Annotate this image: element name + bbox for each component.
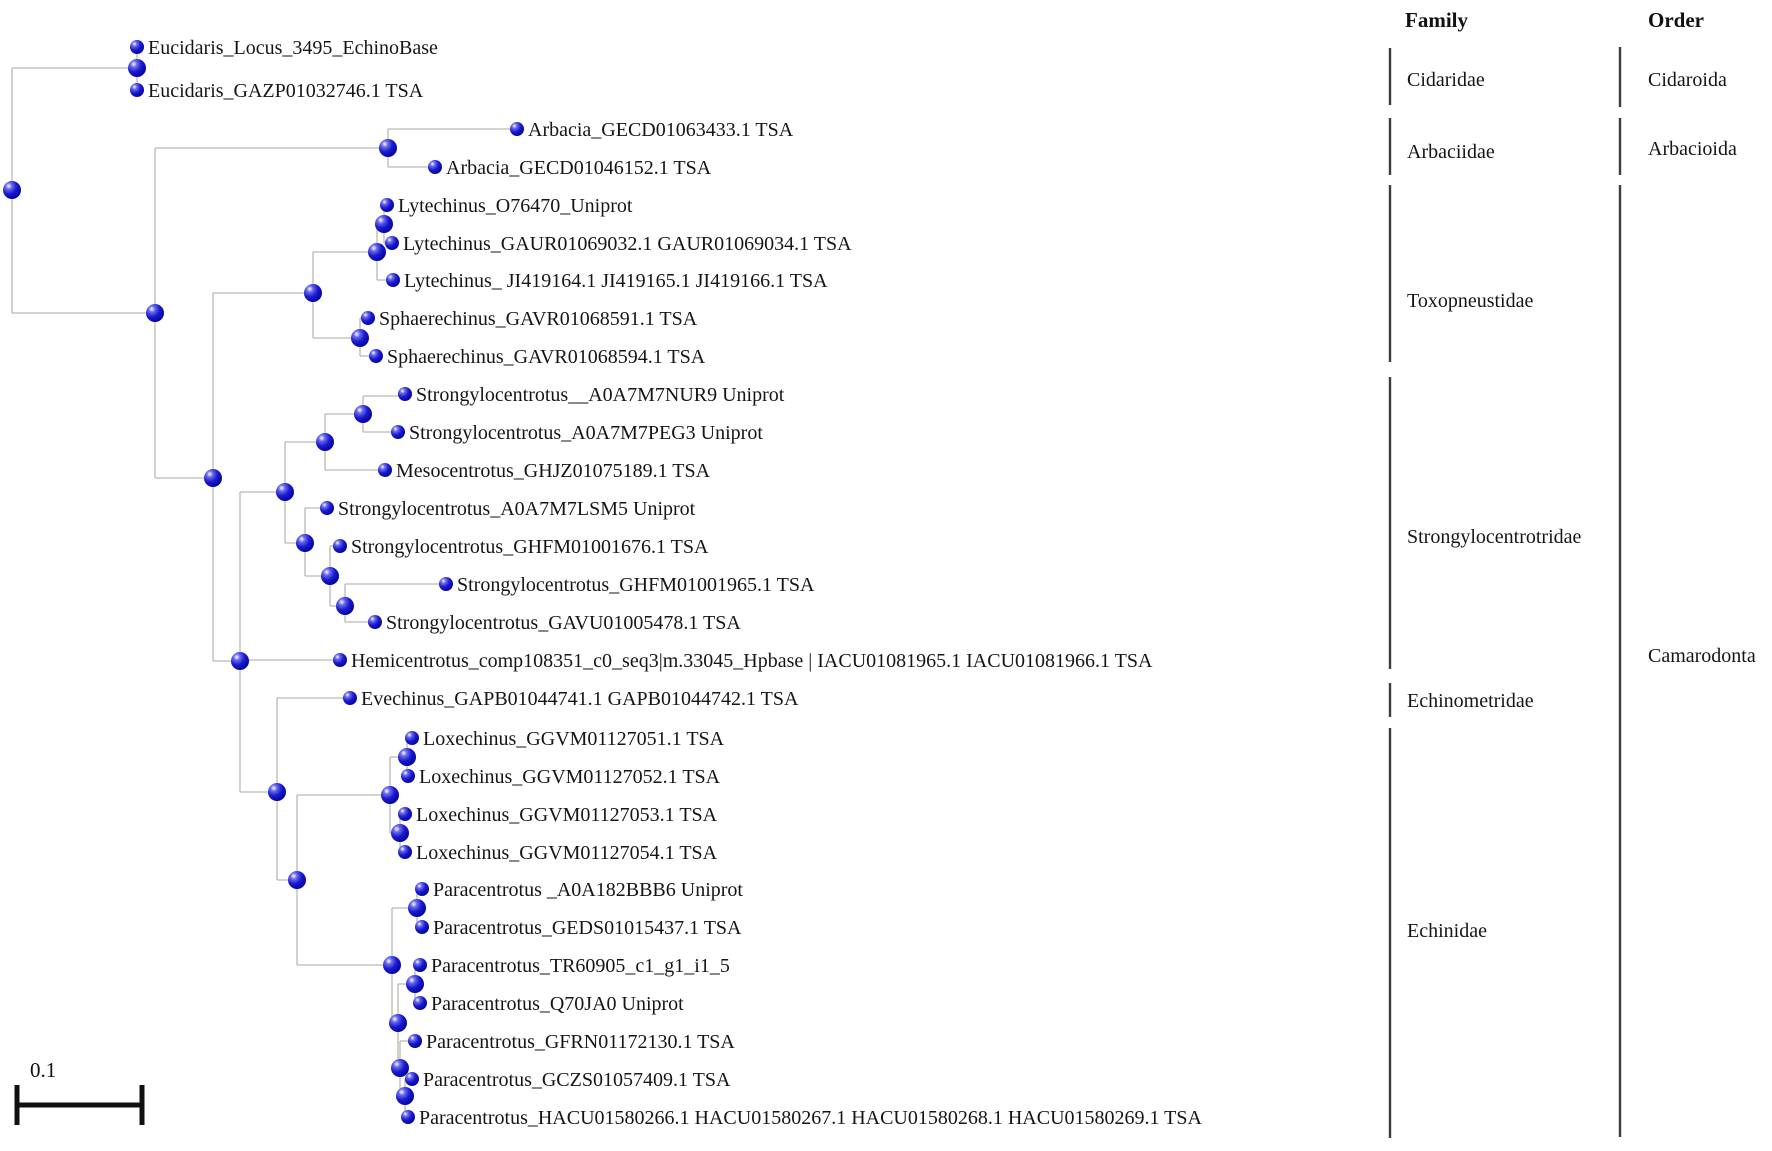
tip-node-ball [401,769,415,783]
tip-label: Strongylocentrotus_A0A7M7LSM5 Uniprot [338,498,696,520]
tip-label: Paracentrotus _A0A182BBB6 Uniprot [433,879,743,901]
tip-label: Lytechinus_O76470_Uniprot [398,195,633,217]
internal-node-ball [381,786,399,804]
internal-node-ball [391,1059,409,1077]
tip-node-ball [130,83,144,97]
tip-node-ball [415,882,429,896]
internal-node-ball [396,1087,414,1105]
internal-node-ball [146,304,164,322]
tip-label: Loxechinus_GGVM01127054.1 TSA [416,842,718,864]
tip-node-ball [415,920,429,934]
tip-node-ball [428,160,442,174]
tip-node-ball [343,691,357,705]
tip-node-ball [391,425,405,439]
internal-node-ball [379,139,397,157]
internal-node-ball [391,824,409,842]
tip-label: Paracentrotus_GCZS01057409.1 TSA [423,1069,731,1091]
family-group-label: Strongylocentrotridae [1407,526,1582,548]
tip-node-ball [333,653,347,667]
tip-node-ball [401,1110,415,1124]
internal-node-ball [204,469,222,487]
tip-node-ball [398,845,412,859]
tip-label: Mesocentrotus_GHJZ01075189.1 TSA [396,460,711,482]
tip-label: Paracentrotus_Q70JA0 Uniprot [431,993,684,1015]
internal-node-ball [336,597,354,615]
internal-node-ball [288,871,306,889]
tip-label: Strongylocentrotus_GHFM01001676.1 TSA [351,536,709,558]
order-column-header: Order [1648,8,1704,32]
tip-label: Paracentrotus_TR60905_c1_g1_i1_5 [431,955,730,977]
tip-node-ball [361,311,375,325]
tip-node-ball [380,198,394,212]
family-group-label: Echinometridae [1407,690,1534,712]
tip-label: Lytechinus_ JI419164.1 JI419165.1 JI419166.1 TSA [404,270,828,292]
internal-node-ball [128,59,146,77]
tip-label: Eucidaris_GAZP01032746.1 TSA [148,80,424,102]
internal-node-ball [406,975,424,993]
internal-node-ball [354,405,372,423]
tip-node-ball [320,501,334,515]
tip-node-ball [413,958,427,972]
family-group-label: Toxopneustidae [1407,290,1534,312]
tip-label: Lytechinus_GAUR01069032.1 GAUR01069034.1 TSA [403,233,852,255]
internal-node-ball [389,1014,407,1032]
tip-node-ball [333,539,347,553]
tip-label: Strongylocentrotus__A0A7M7NUR9 Uniprot [416,384,785,406]
tip-label: Eucidaris_Locus_3495_EchinoBase [148,37,438,59]
tip-node-ball [398,807,412,821]
tip-label: Paracentrotus_GEDS01015437.1 TSA [433,917,742,939]
tip-label: Hemicentrotus_comp108351_c0_seq3|m.33045_Hpbase | IACU01081965.1 IACU01081966.1 TSA [351,650,1153,672]
internal-node-ball [408,899,426,917]
tip-node-ball [439,577,453,591]
tip-label: Strongylocentrotus_GAVU01005478.1 TSA [386,612,741,634]
tip-label: Evechinus_GAPB01044741.1 GAPB01044742.1 TSA [361,688,799,710]
tip-node-ball [398,387,412,401]
tip-label: Paracentrotus_HACU01580266.1 HACU01580267.1 HACU01580268.1 HACU01580269.1 TSA [419,1107,1202,1129]
internal-node-ball [304,284,322,302]
family-group-label: Cidaridae [1407,69,1485,91]
tip-label: Loxechinus_GGVM01127052.1 TSA [419,766,721,788]
internal-node-ball [398,748,416,766]
internal-node-ball [321,567,339,585]
tip-node-ball [408,1034,422,1048]
internal-node-ball [276,483,294,501]
internal-node-ball [351,329,369,347]
tip-node-ball [378,463,392,477]
tip-node-ball [130,40,144,54]
internal-node-ball [296,534,314,552]
tip-node-ball [413,996,427,1010]
family-column-header: Family [1405,8,1468,32]
tip-label: Paracentrotus_GFRN01172130.1 TSA [426,1031,735,1053]
tip-label: Sphaerechinus_GAVR01068591.1 TSA [379,308,698,330]
tip-label: Loxechinus_GGVM01127053.1 TSA [416,804,718,826]
tip-label: Arbacia_GECD01046152.1 TSA [446,157,712,179]
tip-node-ball [405,731,419,745]
tip-node-ball [368,615,382,629]
tip-label: Strongylocentrotus_GHFM01001965.1 TSA [457,574,815,596]
order-group-label: Arbacioida [1648,138,1737,160]
tip-node-ball [385,236,399,250]
tip-label: Arbacia_GECD01063433.1 TSA [528,119,794,141]
internal-node-ball [368,243,386,261]
tip-label: Loxechinus_GGVM01127051.1 TSA [423,728,725,750]
order-group-label: Cidaroida [1648,69,1727,91]
family-group-label: Arbaciidae [1407,141,1495,163]
internal-node-ball [383,956,401,974]
internal-node-ball [268,783,286,801]
order-group-label: Camarodonta [1648,645,1756,667]
tip-node-ball [386,273,400,287]
family-group-label: Echinidae [1407,920,1487,942]
internal-node-ball [231,652,249,670]
internal-node-ball [316,433,334,451]
scale-bar-label: 0.1 [30,1058,57,1082]
tip-node-ball [369,349,383,363]
internal-node-ball [375,215,393,233]
tip-node-ball [510,122,524,136]
tip-node-ball [405,1072,419,1086]
tip-label: Sphaerechinus_GAVR01068594.1 TSA [387,346,706,368]
internal-node-ball [3,181,21,199]
tip-label: Strongylocentrotus_A0A7M7PEG3 Uniprot [409,422,763,444]
